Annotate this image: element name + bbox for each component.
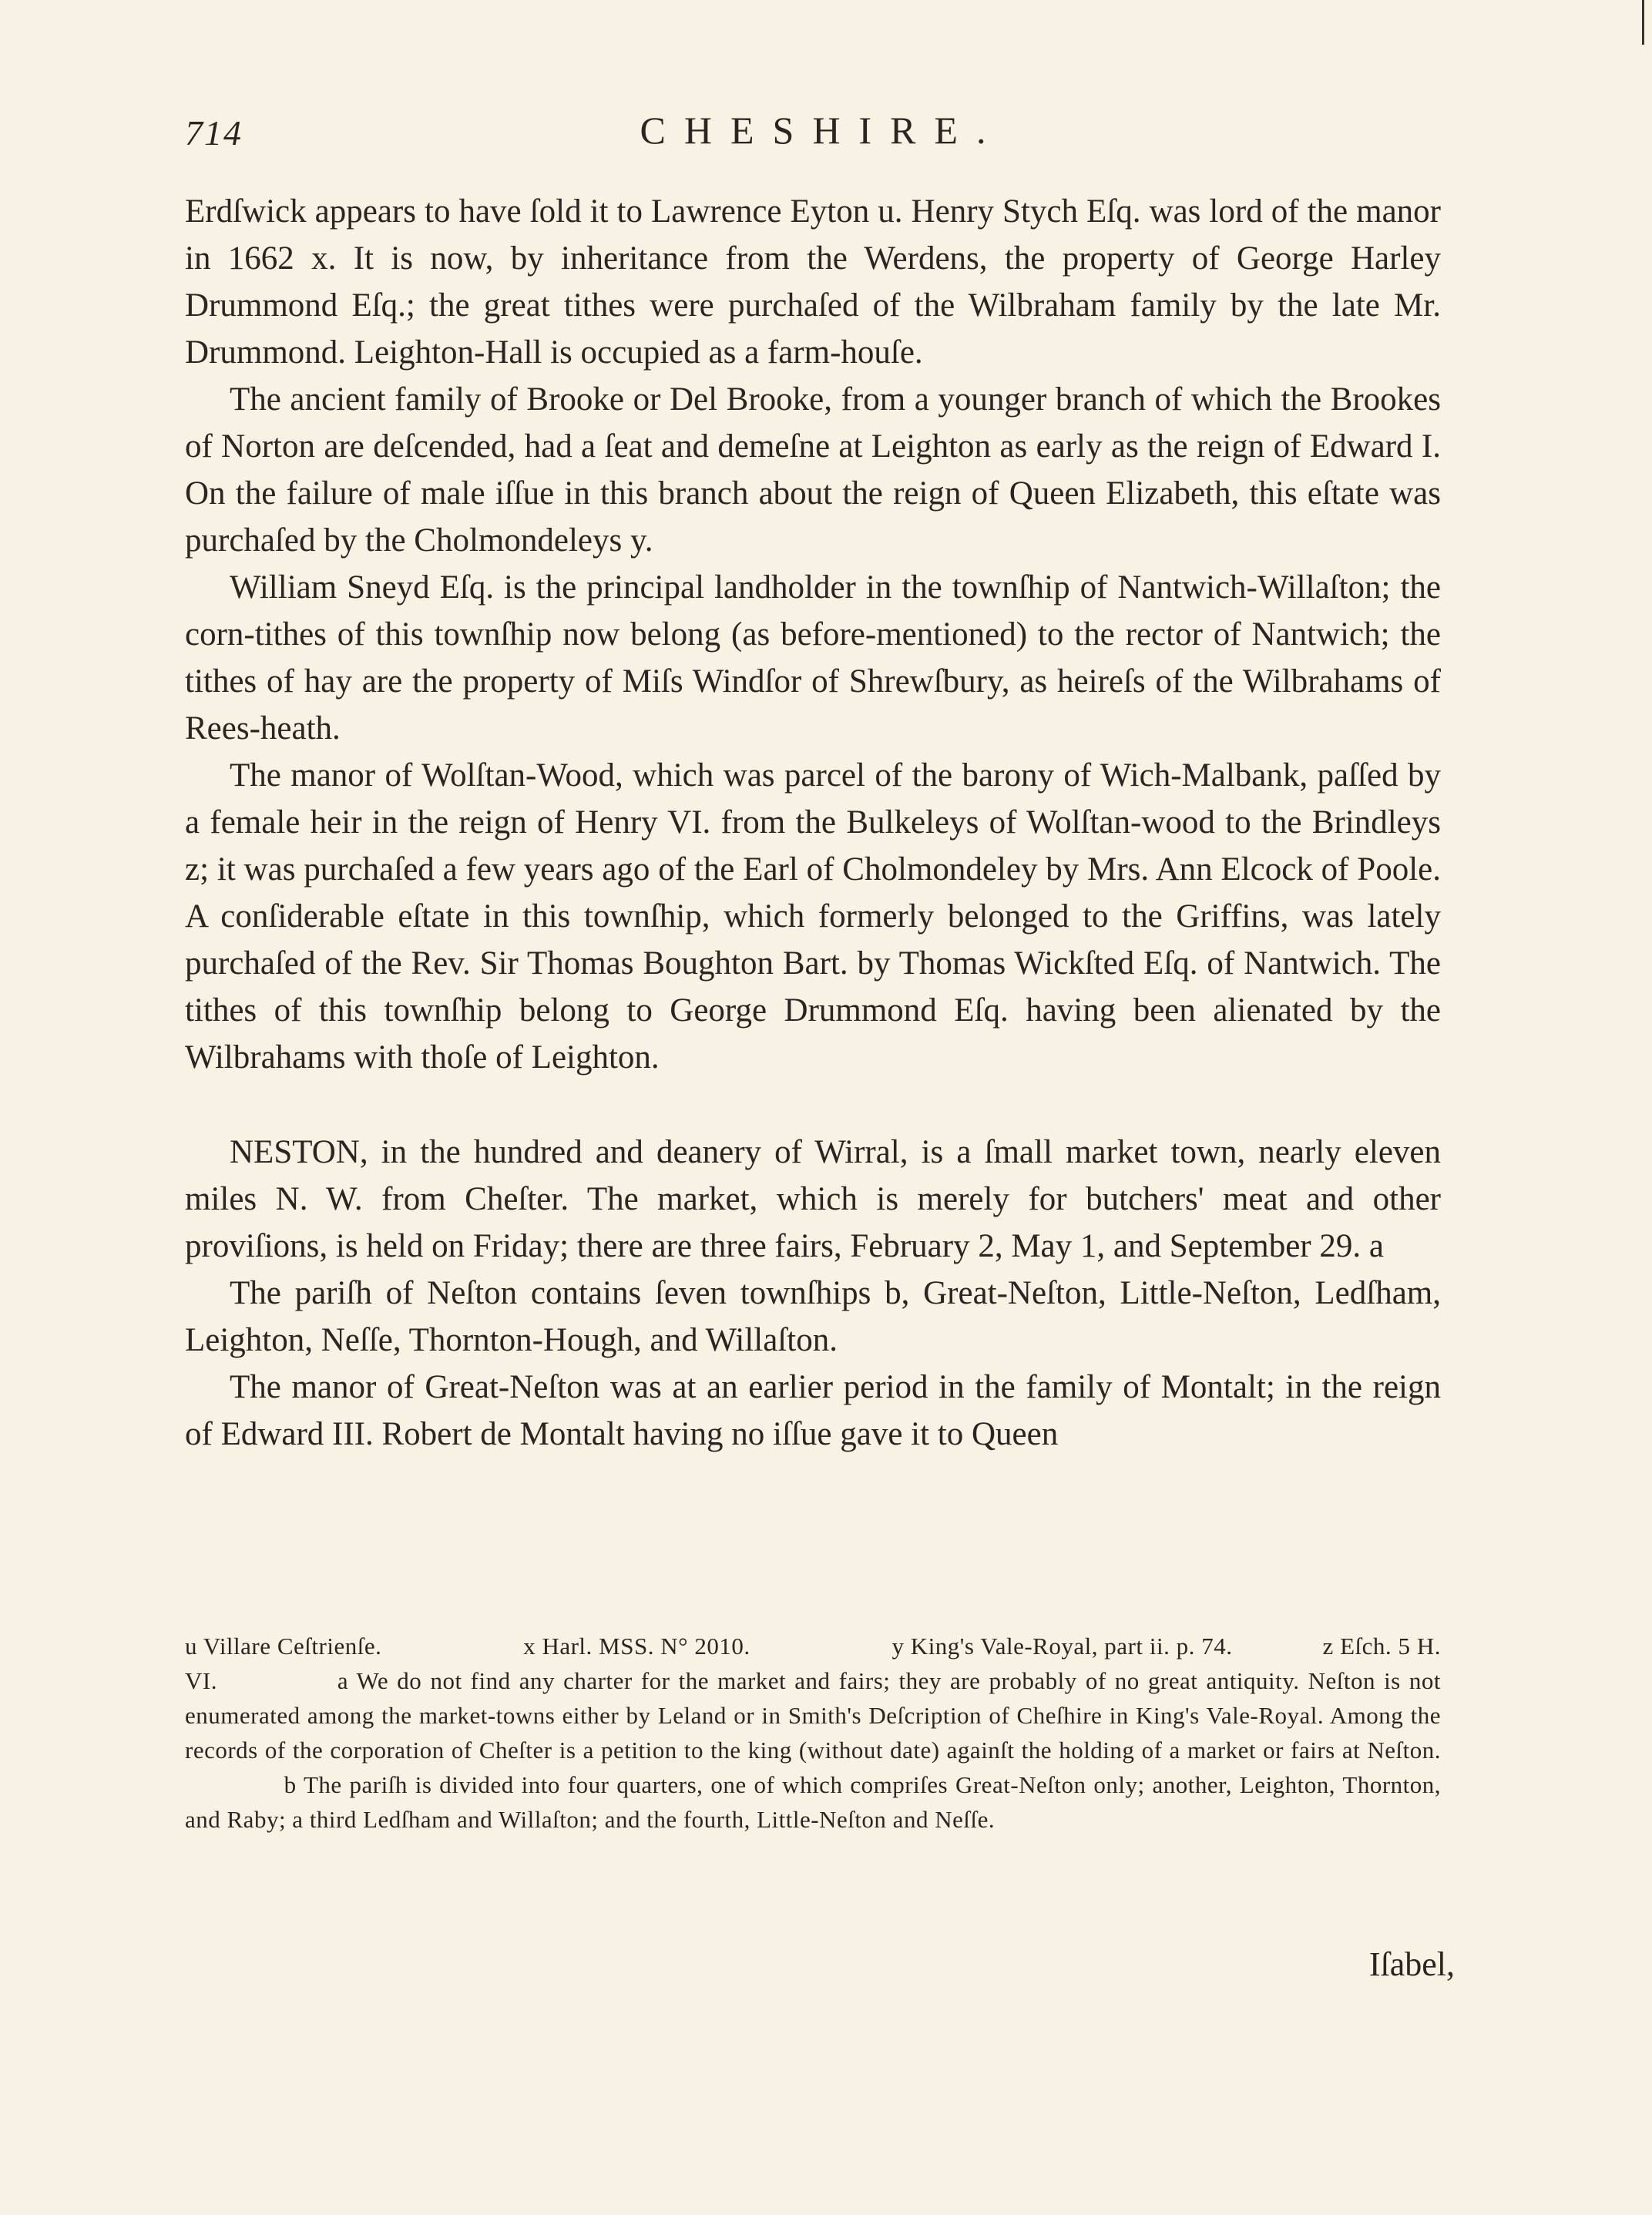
body-text	[185, 188, 1441, 1458]
footnote-u: u Villare Ceſtrienſe.	[185, 1633, 382, 1660]
paragraph-brooke-family: The ancient family of Brooke or Del Brooke, from a younger branch of which the Brookes of Norton are deſcended, had a ſeat and demeſne at Leighton as early as the reign of Edward I. On the failure of male iſſue in this branch about the reign of Queen Elizabeth, this eſtate was purchaſed by the Cholmondeleys y.	[185, 381, 1441, 559]
paragraph-nantwich-willaston: William Sneyd Eſq. is the principal landholder in the townſhip of Nantwich-Willaſton; the corn-tithes of this townſhip now belong (as before-mentioned) to the rector of Nantwich; the tithes of hay are the property of Miſs Windſor of Shrewſbury, as heireſs of the Wilbrahams of Rees-heath.	[185, 569, 1441, 747]
page-number: 714	[185, 113, 243, 153]
paragraph-erdswick: Erdſwick appears to have ſold it to Lawrence Eyton u. Henry Stych Eſq. was lord of the manor in 1662 x. It is now, by inheritance from the Werdens, the property of George Harley Drummond Eſq.; the great tithes were purchaſed of the Wilbraham family by the late Mr. Drummond. Leighton-Hall is occupied as a farm-houſe.	[185, 193, 1441, 371]
footnotes	[185, 1629, 1441, 1837]
section-break	[185, 1081, 1441, 1129]
catchword: Iſabel,	[1368, 1945, 1455, 1983]
paragraph-great-neston-manor: The manor of Great-Neſton was at an earlier period in the family of Montalt; in the reign of Edward III. Robert de Montalt having no iſſue gave it to Queen	[185, 1369, 1441, 1452]
footnote-b: b The pariſh is divided into four quarters, one of which compriſes Great-Neſton only; another, Leighton, Thornton, and Raby; a third Ledſham and Willaſton; and the fourth, Little-Neſton and Neſſe.	[185, 1771, 1441, 1833]
footnote-a: a We do not find any charter for the market and fairs; they are probably of no great antiquity. Neſton is not enumerated among the market-towns either by Leland or in Smith's Deſcription of Cheſhire in King's Vale-Royal. Among the records of the corporation of Cheſter is a petition to the king (without date) againſt the holding of a market or fairs at Neſton.	[185, 1667, 1441, 1764]
paragraph-wolstan-wood: The manor of Wolſtan-Wood, which was parcel of the barony of Wich-Malbank, paſſed by a female heir in the reign of Henry VI. from the Bulkeleys of Wolſtan-wood to the Brindleys z; it was purchaſed a few years ago of the Earl of Cholmondeley by Mrs. Ann Elcock of Poole. A conſiderable eſtate in this townſhip, which formerly belonged to the Griffins, was lately purchaſed of the Rev. Sir Thomas Boughton Bart. by Thomas Wickſted Eſq. of Nantwich. The tithes of this townſhip belong to George Drummond Eſq. having been alienated by the Wilbrahams with thoſe of Leighton.	[185, 757, 1441, 1076]
paragraph-neston-townships: The pariſh of Neſton contains ſeven townſhips b, Great-Neſton, Little-Neſton, Ledſham, Leighton, Neſſe, Thornton-Hough, and Willaſton.	[185, 1275, 1441, 1358]
footnote-y: y King's Vale-Royal, part ii. p. 74.	[891, 1633, 1233, 1660]
running-head	[185, 108, 1441, 162]
paragraph-neston: NESTON, in the hundred and deanery of Wirral, is a ſmall market town, nearly eleven miles N. W. from Cheſter. The market, which is merely for butchers' meat and other proviſions, is held on Friday; there are three fairs, February 2, May 1, and September 29. a	[185, 1134, 1441, 1264]
running-head-title: CHESHIRE.	[640, 109, 1005, 152]
footnote-x: x Harl. MSS. N° 2010.	[523, 1633, 750, 1660]
footnote-z: z Eſch. 5 H. VI.	[185, 1633, 1442, 1694]
footnotes-line-1	[185, 1629, 1441, 1837]
page-edge-mark	[1642, 0, 1644, 45]
